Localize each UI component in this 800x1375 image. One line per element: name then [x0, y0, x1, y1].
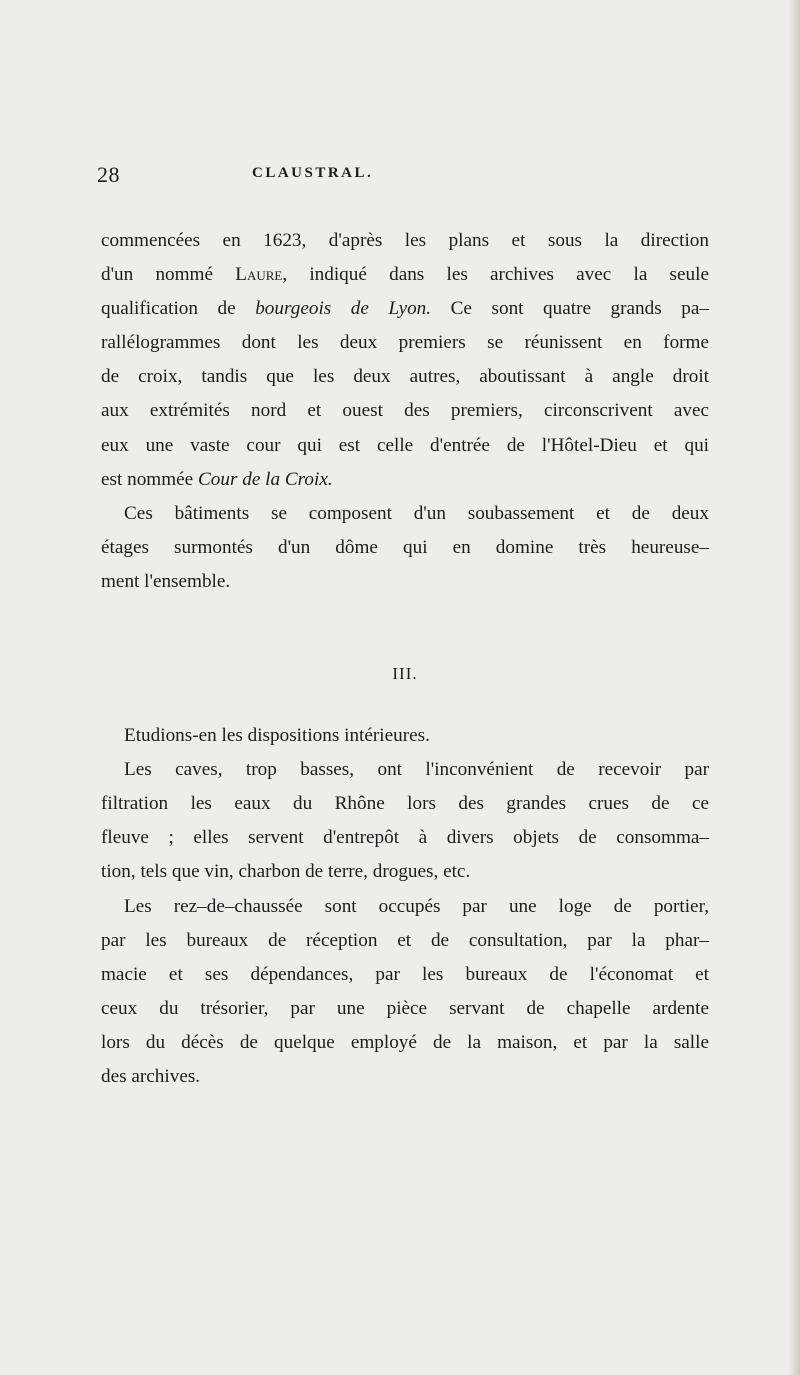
running-title: CLAUSTRAL. [252, 165, 374, 181]
text-line: eux une vaste cour qui est celle d'entrée de l'Hôtel-Dieu et qui [101, 434, 709, 456]
text-line: Etudions-en les dispositions intérieures. [124, 725, 430, 747]
text-line: fleuve ; elles servent d'entrepôt à divers objets de consomma– [101, 827, 709, 849]
text-line: étages surmontés d'un dôme qui en domine très heureuse– [101, 536, 709, 558]
italic-phrase: Cour de la Croix. [197, 468, 333, 490]
paragraph-3 [101, 719, 709, 753]
text-line: aux extrémités nord et ouest des premiers, circonscrivent avec [101, 400, 709, 422]
text-line: Les rez–de–chaussée sont occupés par une loge de portier, [124, 895, 709, 917]
text-span: d'un nommé [101, 264, 236, 286]
text-line: par les bureaux de réception et de consultation, par la phar– [101, 929, 709, 951]
paragraph-4 [101, 753, 709, 889]
page-edge [788, 0, 800, 1375]
text-line [101, 258, 709, 292]
section-number: III. [392, 664, 418, 684]
paragraph-2 [101, 497, 709, 599]
text-line: filtration les eaux du Rhône lors des grandes crues de ce [101, 793, 709, 815]
paragraph-1 [101, 224, 709, 497]
text-span: est nommée [101, 468, 198, 490]
text-line: des archives. [101, 1065, 201, 1087]
text-line: macie et ses dépendances, par les bureaux de l'économat et [101, 963, 709, 985]
person-name: Laure [235, 264, 283, 286]
text-span: qualification de [101, 298, 256, 320]
text-span: Ce sont quatre grands pa– [431, 298, 709, 320]
text-line: tion, tels que vin, charbon de terre, drogues, etc. [101, 861, 471, 883]
text-line: Les caves, trop basses, ont l'inconvénient de recevoir par [124, 759, 709, 781]
page-header [97, 162, 677, 192]
page-number: 28 [97, 162, 120, 187]
text-line [101, 463, 709, 497]
paragraph-5 [101, 890, 709, 1095]
text-line: Ces bâtiments se composent d'un soubassement et de deux [124, 502, 709, 524]
text-line: rallélogrammes dont les deux premiers se réunissent en forme [101, 332, 709, 354]
text-line: ment l'ensemble. [101, 570, 231, 592]
text-line: commencées en 1623, d'après les plans et sous la direction [101, 230, 709, 251]
text-line: lors du décès de quelque employé de la maison, et par la salle [101, 1031, 709, 1053]
text-line [101, 292, 709, 326]
italic-phrase: bourgeois de Lyon. [255, 298, 432, 320]
text-line: de croix, tandis que les deux autres, aboutissant à angle droit [101, 366, 709, 388]
text-span: , indiqué dans les archives avec la seule [282, 264, 709, 286]
body-text [101, 224, 709, 1094]
text-line: ceux du trésorier, par une pièce servant de chapelle ardente [101, 997, 709, 1019]
